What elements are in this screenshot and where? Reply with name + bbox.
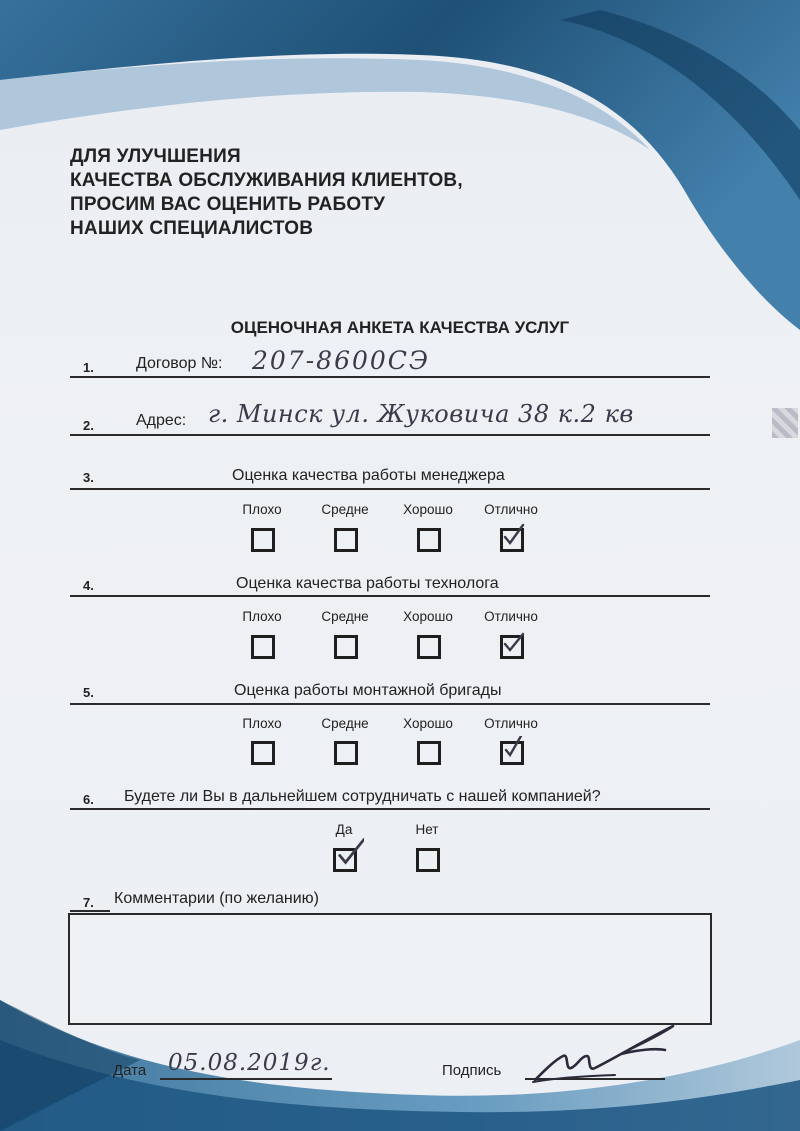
technologist-checkbox-poor[interactable] [251, 635, 275, 659]
manager-checkbox-good[interactable] [417, 528, 441, 552]
contract-number-value[interactable]: 207-8600СЭ [252, 346, 431, 375]
contract-label: Договор №: [136, 355, 223, 372]
crew-checkbox-excellent[interactable] [500, 741, 524, 765]
crew-checkbox-average[interactable] [334, 741, 358, 765]
heading-line: ДЛЯ УЛУЧШЕНИЯ [70, 146, 241, 167]
checkmark-icon [501, 736, 527, 762]
option-label-no: Нет [415, 822, 439, 837]
cooperation-underline [70, 808, 710, 810]
technologist-underline [70, 595, 710, 597]
crew-checkbox-poor[interactable] [251, 741, 275, 765]
option-label-poor: Плохо [242, 609, 282, 624]
signature-image [525, 1020, 685, 1090]
checkmark-icon [334, 837, 364, 867]
address-label: Адрес: [136, 412, 187, 429]
option-label-good: Хорошо [403, 502, 453, 517]
heading-line: КАЧЕСТВА ОБСЛУЖИВАНИЯ КЛИЕНТОВ, [70, 170, 463, 191]
redacted-apartment-number [772, 408, 798, 438]
item-number: 6. [83, 792, 94, 807]
address-value[interactable]: г. Минск ул. Жуковича 38 к.2 кв [208, 400, 634, 428]
date-value[interactable]: 05.08.2019г. [168, 1050, 331, 1076]
item-number: 4. [83, 578, 94, 593]
manager-checkbox-excellent[interactable] [500, 528, 524, 552]
crew-underline [70, 703, 710, 705]
option-label-average: Средне [321, 609, 369, 624]
item-number: 3. [83, 470, 94, 485]
comments-textarea[interactable] [68, 913, 712, 1025]
technologist-checkbox-average[interactable] [334, 635, 358, 659]
option-label-excellent: Отлично [484, 502, 538, 517]
manager-rating-label: Оценка качества работы менеджера [232, 467, 505, 484]
item-number: 7. [83, 895, 94, 910]
option-label-average: Средне [321, 716, 369, 731]
checkmark-icon [501, 630, 527, 656]
option-label-excellent: Отлично [484, 716, 538, 731]
option-label-excellent: Отлично [484, 609, 538, 624]
comments-label: Комментарии (по желанию) [114, 890, 319, 907]
contract-underline [70, 376, 710, 378]
cooperation-question-label: Будете ли Вы в дальнейшем сотрудничать с нашей компанией? [124, 788, 601, 805]
technologist-checkbox-excellent[interactable] [500, 635, 524, 659]
cooperation-checkbox-no[interactable] [416, 848, 440, 872]
date-label: Дата [113, 1062, 147, 1079]
signature-label: Подпись [442, 1062, 502, 1079]
manager-checkbox-poor[interactable] [251, 528, 275, 552]
technologist-checkbox-good[interactable] [417, 635, 441, 659]
manager-underline [70, 488, 710, 490]
date-underline [160, 1078, 332, 1080]
comments-number-underline [70, 910, 110, 912]
option-label-poor: Плохо [242, 716, 282, 731]
cooperation-checkbox-yes[interactable] [333, 848, 357, 872]
option-label-good: Хорошо [403, 716, 453, 731]
crew-checkbox-good[interactable] [417, 741, 441, 765]
form-title: ОЦЕНОЧНАЯ АНКЕТА КАЧЕСТВА УСЛУГ [230, 318, 570, 337]
page-heading [70, 145, 463, 241]
option-label-yes: Да [335, 822, 353, 837]
option-label-average: Средне [321, 502, 369, 517]
checkmark-icon [501, 523, 527, 549]
crew-rating-label: Оценка работы монтажной бригады [234, 682, 502, 699]
heading-line: НАШИХ СПЕЦИАЛИСТОВ [70, 218, 314, 239]
item-number: 2. [83, 418, 94, 433]
address-underline [70, 434, 710, 436]
technologist-rating-label: Оценка качества работы технолога [236, 575, 499, 592]
manager-checkbox-average[interactable] [334, 528, 358, 552]
heading-line: ПРОСИМ ВАС ОЦЕНИТЬ РАБОТУ [70, 194, 386, 215]
option-label-good: Хорошо [403, 609, 453, 624]
item-number: 1. [83, 360, 94, 375]
item-number: 5. [83, 685, 94, 700]
option-label-poor: Плохо [242, 502, 282, 517]
